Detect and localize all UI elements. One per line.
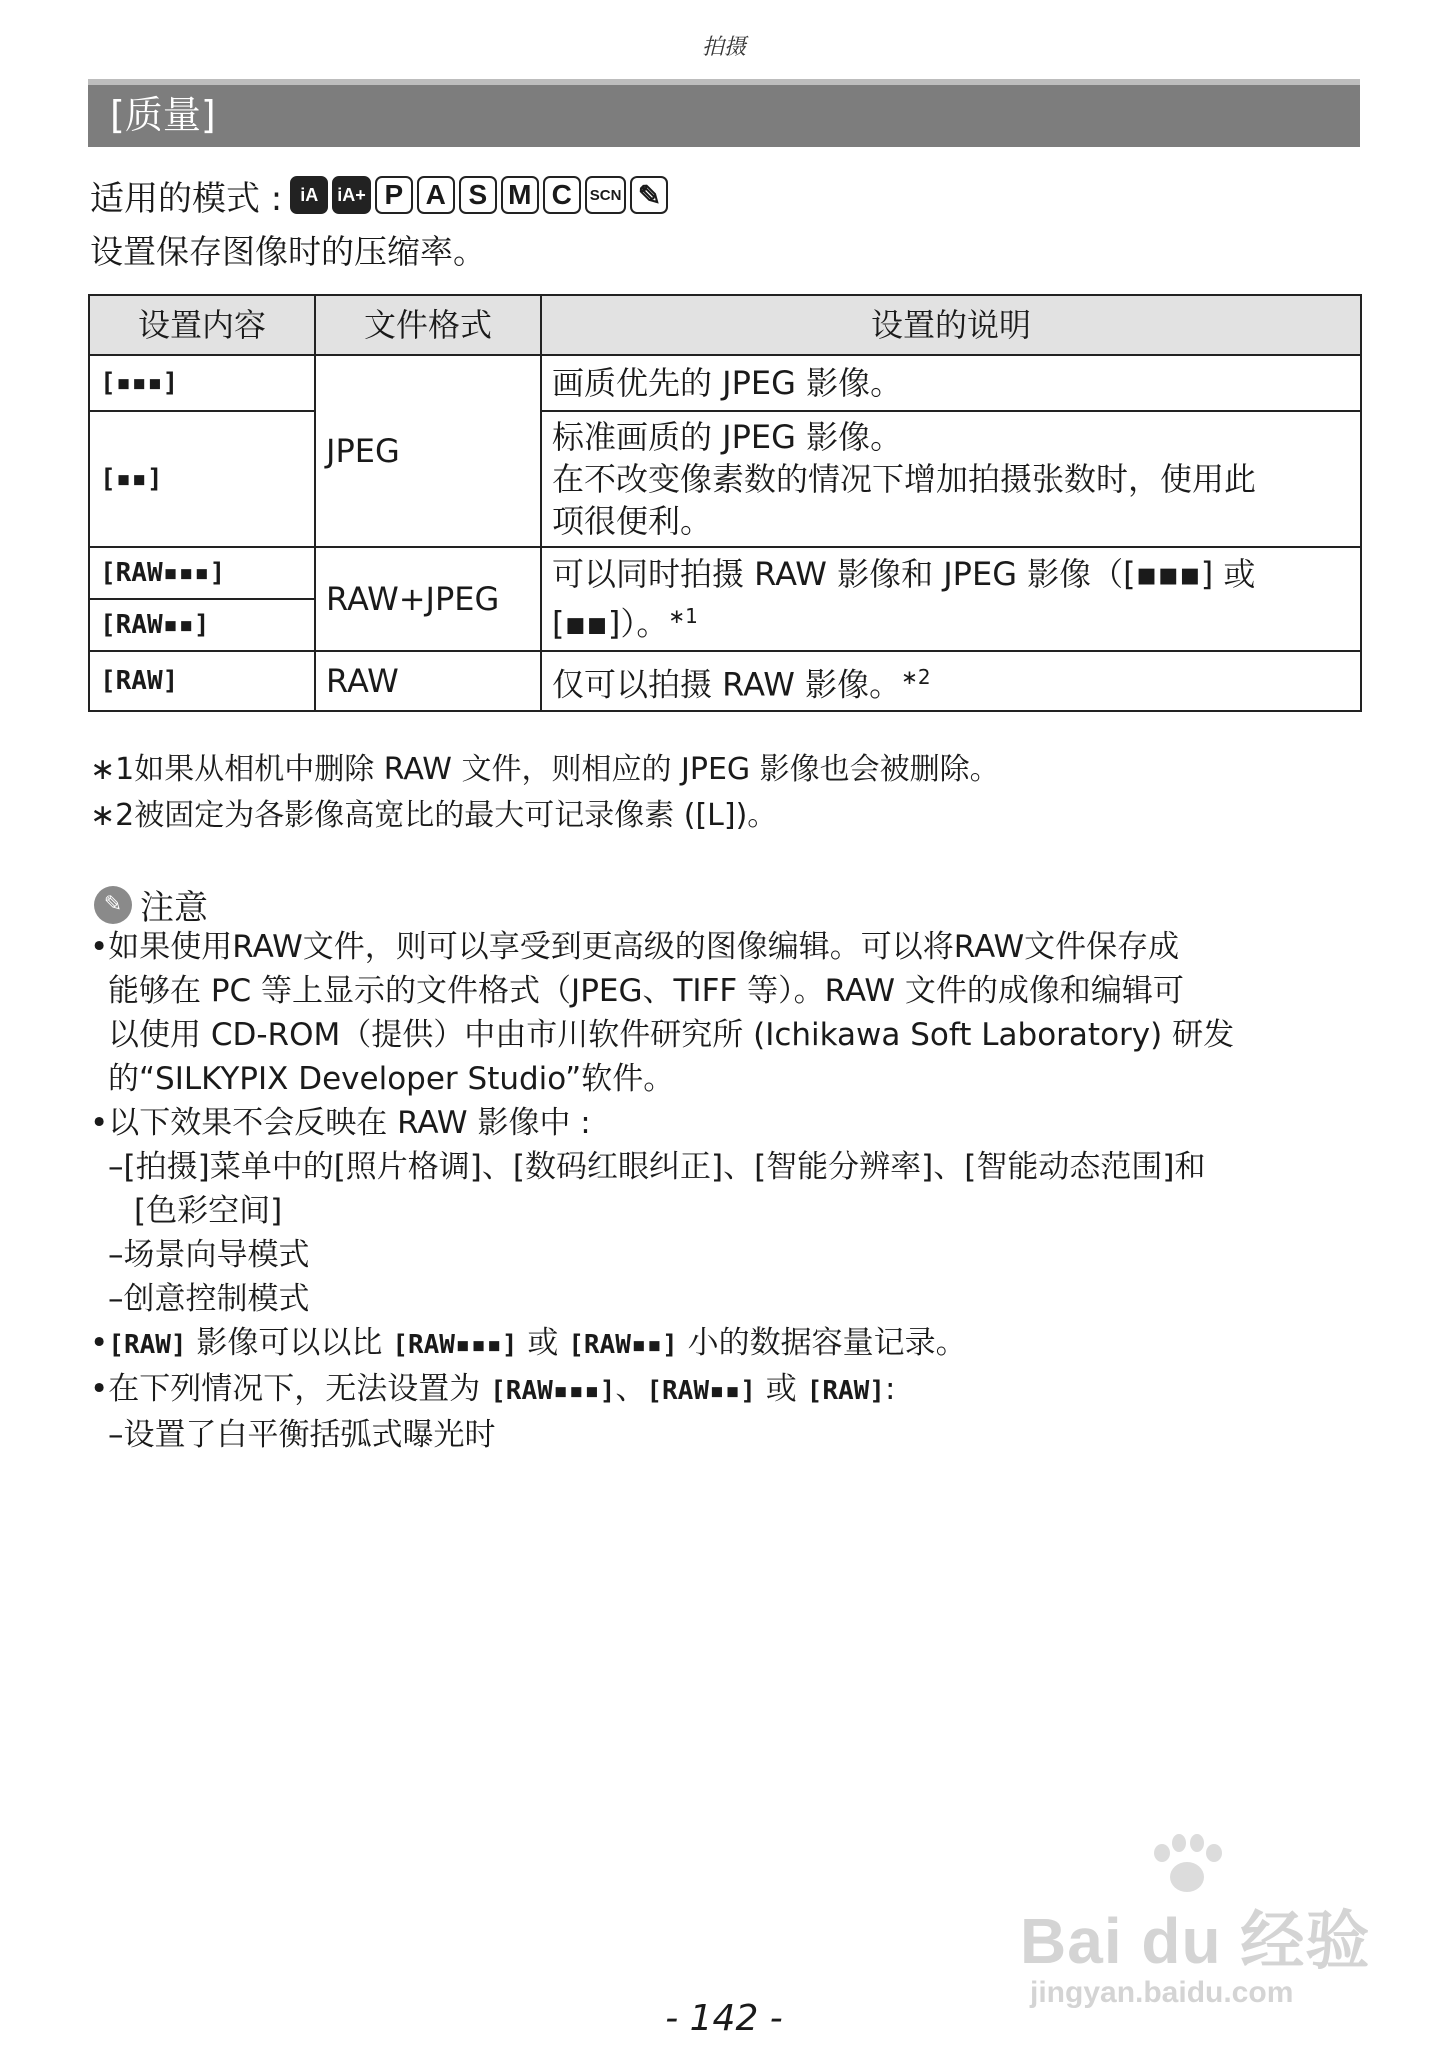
format-raw-jpeg: RAW+JPEG	[315, 547, 541, 651]
setting-fine: [▪▪▪]	[89, 355, 315, 411]
table-row	[89, 651, 1361, 711]
raw-standard-setting-label: [RAW▪▪]	[568, 1330, 678, 1360]
quality-table	[88, 294, 1362, 712]
note-heading-text: 注意	[140, 888, 208, 928]
note-text: •在下列情况下，无法设置为	[90, 1371, 491, 1407]
table-row	[89, 355, 1361, 411]
watermark	[1020, 1890, 1380, 2010]
note-line: 的“SILKYPIX Developer Studio”软件。	[108, 1061, 675, 1097]
modes-label: 适用的模式 :	[90, 178, 283, 219]
footnote-ref-2: ∗2	[901, 665, 931, 689]
note-line: •如果使用RAW文件，则可以享受到更高级的图像编辑。可以将RAW文件保存成	[90, 929, 1180, 965]
setting-raw-standard: [RAW▪▪]	[89, 599, 315, 651]
watermark-main: Bai du 经验	[1020, 1905, 1371, 1977]
note-sub-item: –场景向导模式	[108, 1237, 310, 1273]
note-sub-item-cont: [色彩空间]	[134, 1193, 283, 1229]
note-line: 能够在 PC 等上显示的文件格式（JPEG、TIFF 等）。RAW 文件的成像和编辑可	[108, 973, 1184, 1009]
shutter-priority-mode-icon: S	[459, 176, 497, 214]
raw-fine-setting-label: [RAW▪▪▪]	[490, 1376, 616, 1406]
desc-standard-line: 标准画质的 JPEG 影像。	[552, 418, 903, 456]
note-sub-item: –设置了白平衡括弧式曝光时	[108, 1417, 496, 1453]
note-line: 以使用 CD-ROM（提供）中由市川软件研究所 (Ichikawa Soft Laboratory) 研发	[108, 1017, 1235, 1053]
note-text: 或	[517, 1325, 569, 1361]
section-header: 拍摄	[701, 35, 746, 60]
footnote-1: ∗1如果从相机中删除 RAW 文件，则相应的 JPEG 影像也会被删除。	[90, 752, 1000, 787]
desc-fine: 画质优先的 JPEG 影像。	[541, 355, 1361, 411]
intelligent-auto-mode-icon: iA	[290, 176, 328, 214]
format-jpeg: JPEG	[315, 355, 541, 547]
desc-raw	[541, 651, 1361, 711]
pencil-icon: ✎	[94, 886, 132, 924]
format-raw: RAW	[315, 651, 541, 711]
aperture-priority-mode-icon: A	[417, 176, 455, 214]
note-text: :	[884, 1371, 896, 1407]
intelligent-auto-plus-mode-icon: iA+	[332, 176, 371, 214]
watermark-sub: jingyan.baidu.com	[1030, 1976, 1294, 2009]
scene-mode-icon: SCN	[585, 176, 627, 214]
note-text: 或	[755, 1371, 807, 1407]
raw-fine-setting-label: [RAW▪▪▪]	[392, 1330, 518, 1360]
header-description: 设置的说明	[541, 295, 1361, 355]
setting-raw: [RAW]	[89, 651, 315, 711]
footnote-2: ∗2被固定为各影像高宽比的最大可记录像素 ([L])。	[90, 798, 778, 833]
note-sub-item: –创意控制模式	[108, 1281, 310, 1317]
setting-standard: [▪▪]	[89, 411, 315, 547]
raw-standard-setting-label: [RAW▪▪]	[646, 1376, 756, 1406]
table-row	[89, 547, 1361, 599]
desc-standard-line: 在不改变像素数的情况下增加拍摄张数时，使用此	[552, 460, 1257, 498]
note-text: 小的数据容量记录。	[677, 1325, 967, 1361]
note-text: 影像可以以比	[186, 1325, 393, 1361]
note-sub-item: –[拍摄]菜单中的[照片格调]、[数码红眼纠正]、[智能分辨率]、[智能动态范围]和	[108, 1149, 1206, 1185]
page-title: [质量]	[88, 79, 1360, 147]
description: 设置保存图像时的压缩率。	[90, 232, 486, 271]
bullet-mark: •	[90, 1325, 109, 1361]
table-row	[89, 411, 1361, 547]
desc-raw-jpeg-line2: [▪▪]）。	[552, 604, 669, 643]
note-bullet-3	[90, 1321, 1370, 1367]
creative-control-mode-icon: ✎	[630, 176, 668, 214]
table-header-row	[89, 295, 1361, 355]
page-number: - 142 -	[665, 1998, 783, 2039]
desc-raw-jpeg-line1: 可以同时拍摄 RAW 影像和 JPEG 影像（[▪▪▪] 或	[552, 555, 1256, 594]
note-bullet-4	[90, 1367, 1370, 1413]
desc-raw-text: 仅可以拍摄 RAW 影像。	[552, 665, 902, 704]
note-text: 、	[615, 1371, 647, 1407]
desc-raw-jpeg	[541, 547, 1361, 651]
setting-raw-fine: [RAW▪▪▪]	[89, 547, 315, 599]
desc-standard-line: 项很便利。	[552, 502, 713, 540]
note-heading	[94, 880, 208, 929]
applicable-modes	[90, 172, 672, 218]
manual-mode-icon: M	[501, 176, 539, 214]
footnote-ref-1: ∗1	[668, 604, 698, 629]
notes-list	[90, 925, 1370, 1457]
mode-icons	[290, 176, 672, 214]
header-format: 文件格式	[315, 295, 541, 355]
program-mode-icon: P	[375, 176, 413, 214]
raw-setting-label: [RAW]	[806, 1376, 885, 1406]
raw-setting-label: [RAW]	[108, 1330, 187, 1360]
note-bullet-2: •以下效果不会反映在 RAW 影像中 :	[90, 1105, 591, 1141]
note-bullet-1	[90, 925, 1370, 1101]
desc-standard	[541, 411, 1361, 547]
custom-mode-icon: C	[543, 176, 581, 214]
header-setting: 设置内容	[89, 295, 315, 355]
